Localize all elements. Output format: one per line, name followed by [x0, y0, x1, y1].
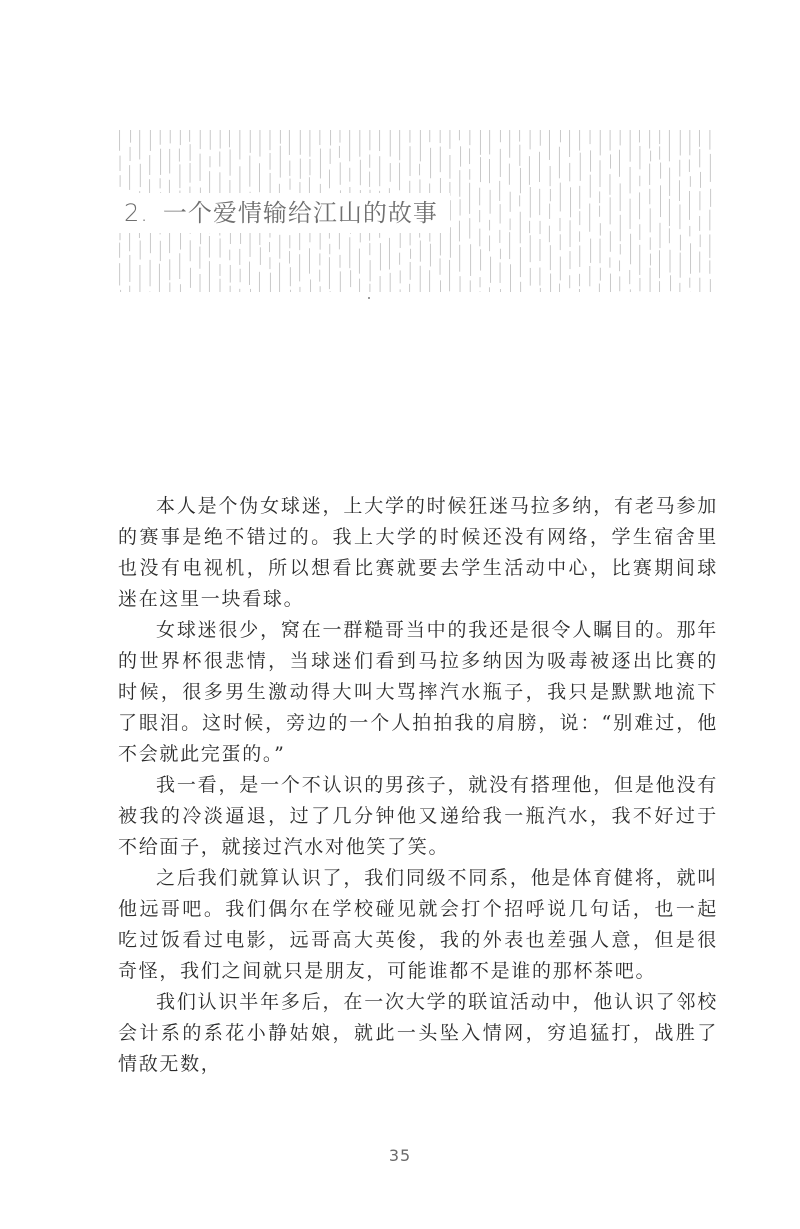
body-text	[118, 491, 718, 1080]
chapter-number: 2.	[124, 199, 149, 227]
page-number: 35	[388, 1146, 412, 1165]
chapter-title	[118, 193, 450, 233]
paragraph: 女球迷很少，窝在一群糙哥当中的我还是很令人瞩目的。那年的世界杯很悲情，当球迷们看到马拉多纳因为吸毒被逐出比赛的时候，很多男生激动得大叫大骂摔汽水瓶子，我只是默默地流下了眼泪。这时候，旁边的一个人拍拍我的肩膀，说：“别难过，他不会就此完蛋的。”	[118, 619, 718, 765]
decorative-dot	[368, 297, 370, 299]
chapter-title-text: 一个爱情输给江山的故事	[162, 199, 438, 227]
paragraph: 我一看，是一个不认识的男孩子，就没有搭理他，但是他没有被我的冷淡逼退，过了几分钟他又递给我一瓶汽水，我不好过于不给面子，就接过汽水对他笑了笑。	[118, 774, 718, 858]
paragraph: 我们认识半年多后，在一次大学的联谊活动中，他认识了邻校会计系的系花小静姑娘，就此一头坠入情网，穷追猛打，战胜了情敌无数，	[118, 991, 718, 1075]
paragraph: 之后我们就算认识了，我们同级不同系，他是体育健将，就叫他远哥吧。我们偶尔在学校碰见就会打个招呼说几句话，也一起吃过饭看过电影，远哥高大英俊，我的外表也差强人意，但是很奇怪，我们之间就只是朋友，可能谁都不是谁的那杯茶吧。	[118, 867, 718, 982]
paragraph: 本人是个伪女球迷，上大学的时候狂迷马拉多纳，有老马参加的赛事是绝不错过的。我上大学的时候还没有网络，学生宿舍里也没有电视机，所以想看比赛就要去学生活动中心，比赛期间球迷在这里一块看球。	[118, 495, 718, 610]
